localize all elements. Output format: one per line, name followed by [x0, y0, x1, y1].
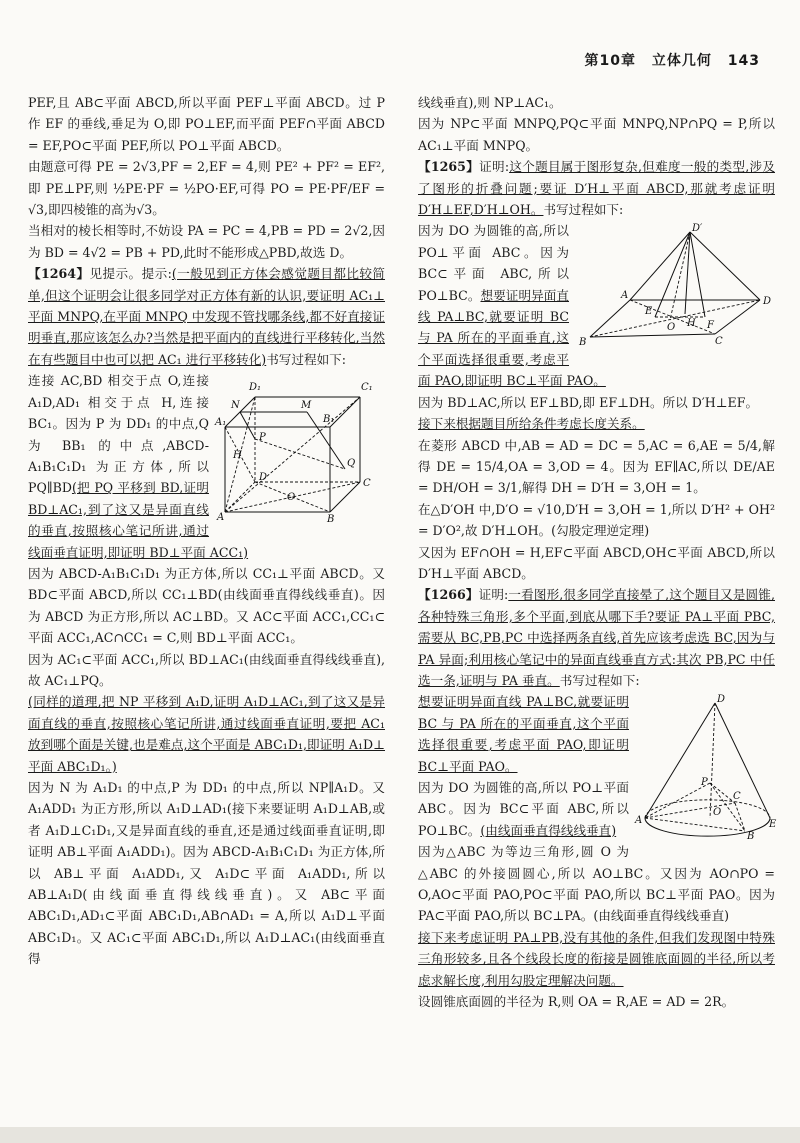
label-P: P — [259, 432, 266, 444]
label-F: F — [707, 320, 714, 332]
problem-number: 【1264】 — [28, 266, 90, 282]
cube-figure — [215, 372, 385, 526]
problem-1266 — [418, 584, 775, 691]
label-B: B — [579, 337, 587, 349]
label-A1: A₁ — [215, 417, 227, 429]
label-N: N — [231, 400, 240, 412]
label-D: D — [763, 296, 772, 308]
label-C: C — [715, 336, 723, 348]
hint-note: 一看图形,很多同学直接晕了,这个题目又是圆锥,各种特殊三角形,多个平面,到底从哪下手?要证 PA⊥平面 PBC,需要从 BC,PB,PC 中选择两条直线,首先应该考虑选 BC,因为与 PA 异面;利用核心笔记中的异面直线垂直方式:其次 PB,PC 中任选一条,证明与 PA 垂直。 — [418, 587, 775, 688]
label-B1: B₁ — [323, 414, 335, 426]
paragraph: 因为△ABC 为等边三角形,圆 O 为△ABC 的外接圆圆心,所以 AO⊥BC。又因为 AO∩PO = O,AO⊂平面 PAO,PO⊂平面 PAO,所以 BC⊥平面 PAO。因为 PA⊂平面 PAO,所以 BC⊥PA。(由线面垂直得线线垂直) — [418, 844, 775, 924]
paragraph: 因为 N 为 A₁D₁ 的中点,P 为 DD₁ 的中点,所以 NP∥A₁D。又 A₁ADD₁ 为正方形,所以 A₁D⊥AD₁(接下来要证明 A₁D⊥AB,或者 A₁D⊥C₁D₁,又是异面直线的垂直,还是通过线面垂直证明,即证明 AB⊥平面 A₁ADD₁)。因为 ABCD-A₁B₁C₁D₁ 为正方体,所以 AB⊥平面 A₁ADD₁,又 A₁D⊂平面 A₁ADD₁,所以 AB⊥A₁D(由线面垂直得线线垂直)。又 AB⊂平面 ABC₁D₁,AD₁⊂平面 ABC₁D₁,AB∩AD₁ = A,所以 A₁D⊥平面 ABC₁D₁。又 AC₁⊂平面 ABC₁D₁,所以 A₁D⊥AC₁(由线面垂直得 — [28, 780, 385, 967]
paragraph: 当相对的棱长相等时,不妨设 PA = PC = 4,PB = PD = 2√2,因为 BD = 4√2 = PB + PD,此时不能形成△PBD,故选 D。 — [28, 223, 385, 260]
label-H: H — [233, 450, 242, 462]
paragraph: 接下来根据题目所给条件考虑长度关系。 — [418, 416, 645, 432]
problem-lead: 证明: — [479, 159, 510, 175]
paragraph: 因为 ABCD-A₁B₁C₁D₁ 为正方体,所以 CC₁⊥平面 ABCD。又 BD⊂平面 ABCD,所以 CC₁⊥BD(由线面垂直得线线垂直)。因为 ABCD 为正方形,所以 AC⊥BD。又 AC⊂平面 ACC₁,CC₁⊂平面 ACC₁,AC∩CC₁ = C,则 BD⊥平面 ACC₁。 — [28, 565, 385, 646]
paragraph: 在菱形 ABCD 中,AB = AD = DC = 5,AC = 6,AE = 5/4,解得 DE = 15/4,OA = 3,OD = 4。因为 EF∥AC,所以 DE/AE = DH/OH = 3/1,解得 DH = D′H = 3,OH = 1。 — [418, 437, 775, 496]
bottom-margin — [0, 1127, 800, 1143]
paragraph-note: (同样的道理,把 NP 平移到 A₁D,证明 A₁D⊥AC₁,到了这又是异面直线的垂直,按照核心笔记所讲,通过线面垂直证明,要把 AC₁ 放到哪个面是关键,也是难点,这个平面是 ABC₁D₁,即证明 A₁D⊥平面 ABC₁D₁。) — [28, 694, 385, 774]
left-column — [28, 92, 385, 970]
paragraph: 在△D′OH 中,D′O = √10,D′H = 3,OH = 1,所以 D′H² + OH² = D′O²,故 D′H⊥OH。(勾股定理逆定理) — [418, 501, 775, 539]
chapter-title: 立体几何 — [651, 53, 712, 69]
right-column — [418, 92, 775, 1012]
figure-text: 因为 DO 为圆锥的高,所以 PO⊥平面 ABC。因为 BC⊂平面 ABC,所以 PO⊥BC。(由线面垂直得线线垂直) — [418, 780, 629, 838]
paragraph: 由题意可得 PE = 2√3,PF = 2,EF = 4,则 PE² + PF² = EF²,即 PE⊥PF,则 ½PE·PF = ½PO·EF,可得 PO = PE·PF/EF = √3,即四棱锥的高为√3。 — [28, 159, 385, 218]
label-E: E — [769, 819, 777, 831]
hint-note: 这个题目属于图形复杂,但难度一般的类型,涉及了图形的折叠问题;要证 D′H⊥平面 ABCD,那就考虑证明 D′H⊥EF,D′H⊥OH。 — [418, 159, 775, 218]
paragraph: 接下来考虑证明 PA⊥PB,没有其他的条件,但我们发现图中特殊三角形较多,且各个线段长度的衔接是圆锥底面圆的半径,所以考虑求解长度,利用勾股定理解决问题。 — [418, 929, 775, 988]
problem-1264 — [28, 263, 385, 370]
page-number: 143 — [727, 53, 760, 69]
problem-number: 【1265】 — [418, 159, 480, 175]
label-Q: Q — [347, 458, 356, 470]
hint-note: (一般见到正方体会感觉题目都比较简单,但这个证明会让很多同学对正方体有新的认识,要证明 AC₁⊥平面 MNPQ,在平面 MNPQ 中发现不管找哪条线,都不好直接证明垂直,那应该怎么办?当然是把平面内的直线进行平移转化,当然在有些题目中也可以把 AC₁ 进行平移转化) — [28, 266, 386, 367]
paragraph: PEF,且 AB⊂平面 ABCD,所以平面 PEF⊥平面 ABCD。过 P 作 EF 的垂线,垂足为 O,即 PO⊥EF,而平面 PEF∩平面 ABCD = EF,PO⊂平面 PEF,所以 PO⊥平面 ABCD。 — [28, 95, 385, 153]
label-D-prime: D′ — [692, 223, 703, 235]
figure-text: 想要证明异面直线 PA⊥BC,就要证明 BC 与 PA 所在的平面垂直,这个平面选择很重要,考虑平面 PAO,即证明 BC⊥平面 PAO。 — [418, 694, 629, 774]
figure-text: 连接 AC,BD 相交于点 O,连接 A₁D,AD₁ 相交于点 H,连接 BC₁。因为 P 为 DD₁ 的中点,Q 为 BB₁ 的中点,ABCD-A₁B₁C₁D₁ 为正方体,所以 PQ∥BD(把 PQ 平移到 BD,证明 BD⊥AC₁,到了这又是异面直线的垂直,按照核心笔记所讲,通过线面垂直证明,即证明 BD⊥平面 ACC₁) — [28, 373, 249, 560]
chapter-number: 第10章 — [584, 53, 637, 69]
label-B: B — [327, 514, 335, 526]
paragraph: 又因为 EF∩OH = H,EF⊂平面 ABCD,OH⊂平面 ABCD,所以 D′H⊥平面 ABCD。 — [418, 544, 775, 581]
problem-tail: 书写过程如下: — [543, 202, 624, 218]
rhombus-figure — [575, 222, 775, 347]
label-C: C — [363, 478, 371, 490]
label-D: D — [717, 694, 726, 706]
label-A: A — [635, 815, 643, 827]
paragraph: 因为 AC₁⊂平面 ACC₁,所以 BD⊥AC₁(由线面垂直得线线垂直),故 AC₁⊥PQ。 — [28, 651, 385, 688]
paragraph: 因为 BD⊥AC,所以 EF⊥BD,即 EF⊥DH。所以 D′H⊥EF。 — [418, 394, 759, 410]
label-D1: D₁ — [249, 382, 262, 394]
label-B: B — [747, 831, 755, 843]
problem-lead: 证明: — [478, 587, 509, 603]
paragraph: 因为 NP⊂平面 MNPQ,PQ⊂平面 MNPQ,NP∩PQ = P,所以 AC₁⊥平面 MNPQ。 — [418, 116, 775, 153]
problem-tail: 书写过程如下: — [266, 351, 347, 367]
label-A: A — [217, 512, 225, 524]
label-P: P — [701, 777, 708, 789]
label-C1: C₁ — [361, 382, 373, 394]
label-A: A — [621, 290, 629, 302]
figure-text: 因为 DO 为圆锥的高,所以 PO⊥平面 ABC。因为 BC⊂平面 ABC,所以 PO⊥BC。想要证明异面直线 PA⊥BC,就要证明 BC 与 PA 所在的平面垂直,这个平面选择很重要,考虑平面 PAO,即证明 BC⊥平面 PAO。 — [418, 223, 606, 389]
label-D: D — [259, 472, 268, 484]
problem-1265 — [418, 156, 775, 220]
label-H: H — [687, 318, 696, 330]
problem-tail: 书写过程如下: — [559, 672, 640, 688]
label-E: E — [645, 306, 653, 318]
cone-figure — [635, 693, 775, 843]
page-header — [575, 50, 760, 70]
paragraph: 设圆锥底面圆的半径为 R,则 OA = R,AE = AD = 2R。 — [418, 994, 735, 1010]
label-O: O — [667, 322, 676, 334]
paragraph: 线线垂直),则 NP⊥AC₁。 — [418, 95, 562, 110]
problem-number: 【1266】 — [418, 587, 479, 603]
label-C: C — [733, 791, 741, 803]
problem-lead: 见提示。提示: — [89, 266, 172, 282]
label-O: O — [287, 492, 296, 504]
label-O: O — [713, 807, 722, 819]
label-M: M — [301, 400, 312, 412]
